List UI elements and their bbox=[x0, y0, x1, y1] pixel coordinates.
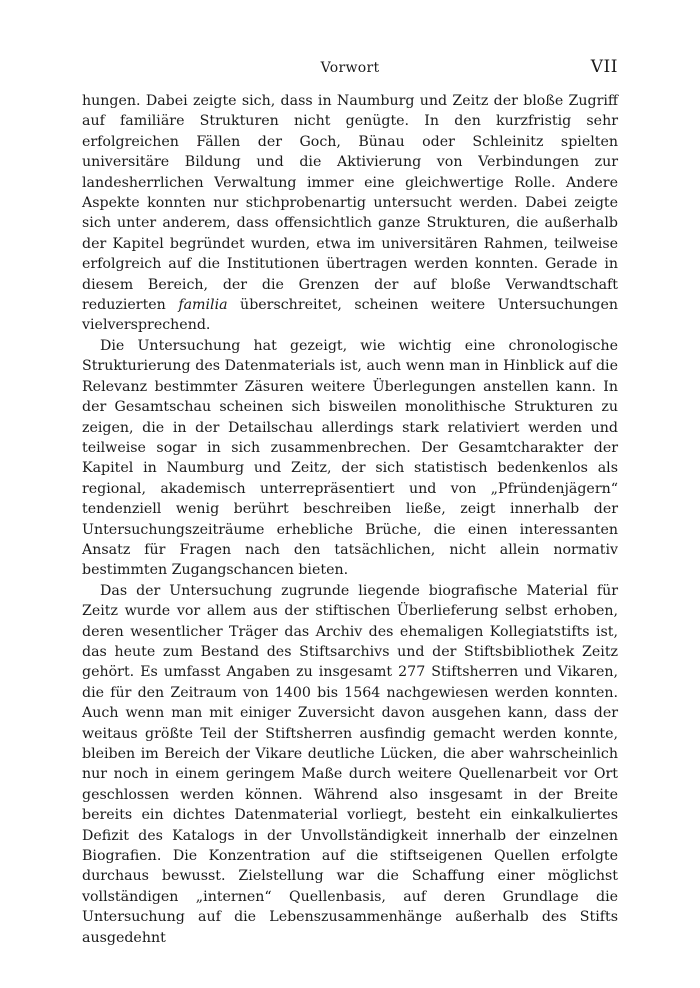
text-segment: Die Untersuchung hat gezeigt, wie wichtig eine chronologische Strukturierung des Datenmaterials ist, auch wenn man in Hinblick auf die Relevanz bestimmter Zäsuren weitere Überlegungen anstellen kann. In der Gesamtschau scheinen sich bisweilen monolithische Strukturen zu zeigen, die in der Detailschau allerdings stark relativiert werden und teilweise sogar in sich zusammenbrechen. Der Gesamtcharakter der Kapitel in Naumburg und Zeitz, der sich statistisch bedenkenlos als regional, akademisch unterrepräsentiert und von „Pfründenjägern“ tendenziell wenig berührt beschreiben ließe, zeigt innerhalb der Untersuchungszeiträume erhebliche Brüche, die einen interessanten Ansatz für Fragen nach den tatsächlichen, nicht allein normativ bestimmten Zugangschancen bieten. bbox=[82, 337, 618, 579]
running-head: Vorwort bbox=[320, 60, 380, 76]
paragraph bbox=[82, 91, 618, 336]
page-number: VII bbox=[590, 57, 618, 77]
page-header bbox=[82, 57, 618, 82]
text-segment: überschreitet, scheinen weitere Untersuchungen vielversprechend. bbox=[82, 297, 618, 334]
text-segment: hungen. Dabei zeigte sich, dass in Naumburg und Zeitz der bloße Zugriff auf familiäre Strukturen nicht genügte. In den kurzfristig sehr erfolgreichen Fällen der Goch, Bünau oder Schleinitz spielten universitäre Bildung und die Aktivierung von Verbindungen zur landesherrlichen Verwaltung immer eine gleichwertige Rolle. Andere Aspekte konnten nur stichprobenartig untersucht werden. Dabei zeigte sich unter anderem, dass offensichtlich ganze Strukturen, die außerhalb der Kapitel begründet wurden, etwa im universitären Rahmen, teilweise erfolgreich auf die Institutionen übertragen werden konnten. Gerade in diesem Bereich, der die Grenzen der auf bloße Verwandtschaft reduzierten bbox=[82, 93, 618, 314]
emphasis-segment: familia bbox=[178, 297, 228, 314]
text-segment: Das der Untersuchung zugrunde liegende biografische Material für Zeitz wurde vor allem aus der stiftischen Überlieferung selbst erhoben, deren wesentlicher Träger das Archiv des ehemaligen Kollegiatstifts ist, das heute zum Bestand des Stiftsarchivs und der Stiftsbibliothek Zeitz gehört. Es umfasst Angaben zu insgesamt 277 Stiftsherren und Vikaren, die für den Zeitraum von 1400 bis 1564 nachgewiesen werden konnten. Auch wenn man mit einiger Zuversicht davon ausgehen kann, dass der weitaus größte Teil der Stiftsherren ausfindig gemacht werden konnte, bleiben im Bereich der Vikare deutliche Lücken, die aber wahrscheinlich nur noch in einem geringem Maße durch weitere Quellenarbeit vor Ort geschlossen werden können. Während also insgesamt in der Breite bereits ein dichtes Datenmaterial vorliegt, besteht ein einkalkuliertes Defizit des Katalogs in der Unvollständigkeit innerhalb der einzelnen Biografien. Die Konzentration auf die stiftseigenen Quellen erfolgte durchaus bewusst. Zielstellung war die Schaffung einer möglichst vollständigen „internen“ Quellenbasis, auf deren Grundlage die Untersuchung auf die Lebenszusammenhänge außerhalb des Stifts ausgedehnt bbox=[82, 582, 618, 946]
paragraph bbox=[82, 581, 618, 948]
paragraph bbox=[82, 336, 618, 581]
body-text bbox=[82, 91, 618, 948]
